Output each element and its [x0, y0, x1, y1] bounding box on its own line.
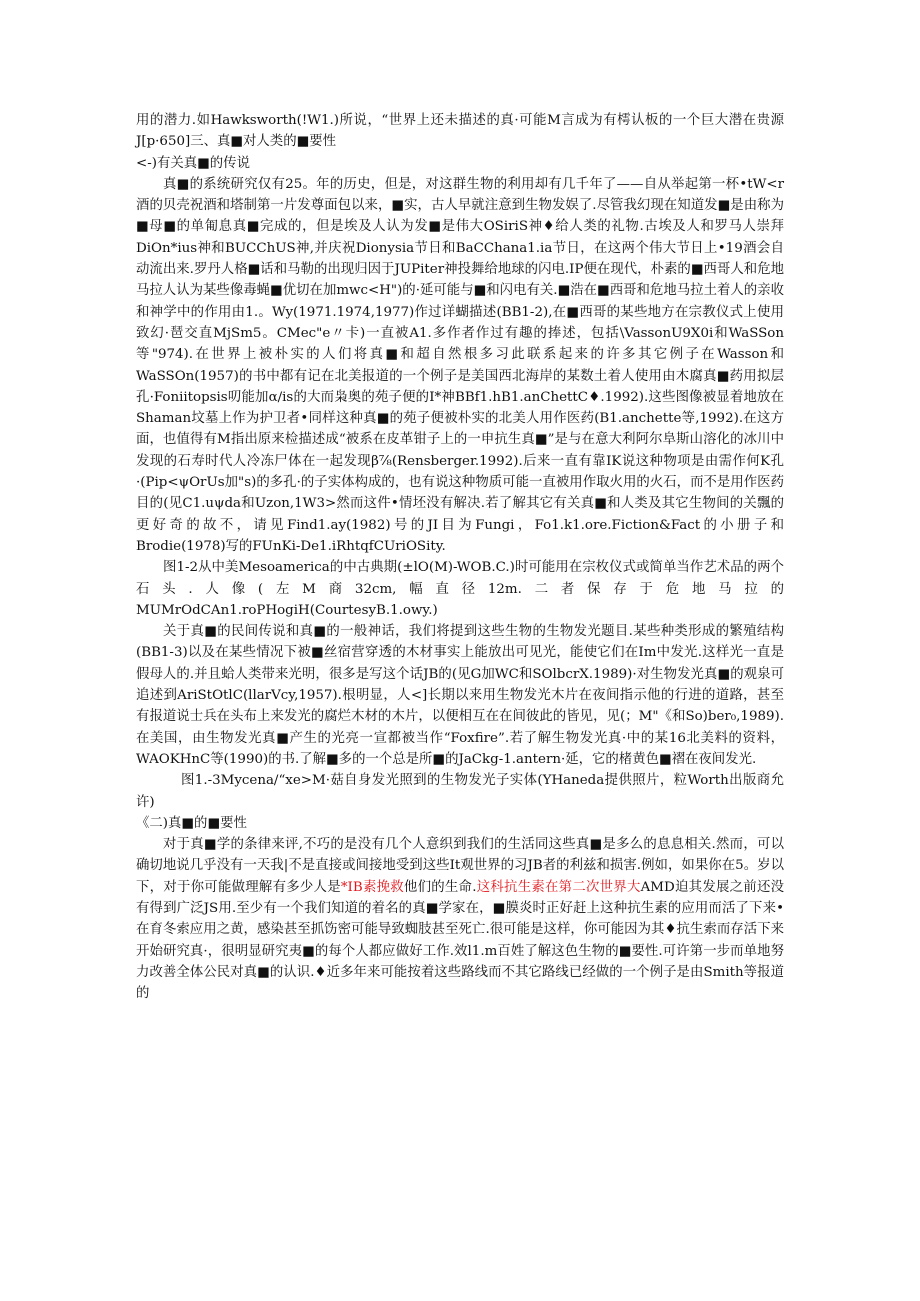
paragraph-bioluminescence	[136, 621, 784, 770]
text-run: 关于真■的民间传说和真■的一般神话，我们将提到这些生物的生物发光题目.某些种类形成的繁殖结构(BB1-3)以及在某些情况下被■丝宿营穿透的木材事实上能放出可见光，能使它们在Im中发光.这样光一直是假母人的.并且蛤人类带来光明，很多是写这个话JB的(见G加WC和SOlbcrX.1989)·对生物发光真■的观泉可追述到AriStOtlC(llarVcy,1957).根明显，人<]长期以来用生物发光木片在夜间指示他的行进的道路，甚至有报道说士兵在头布上来发光的腐烂木材的木片，以便相互在在间彼此的皆见，见(；M"《和So)ber₀,1989).在美国，由生物发光真■产生的光亮一宣都被当作“Foxfire”.若了解生物发光真·中的某16北美料的资料，WAOKHnC等(1990)的书.了解■多的一个总是所■的JaCkg-1.antern·延，它的楮黄色■褶在夜间发光.	[136, 624, 784, 767]
section-heading-legends	[136, 153, 784, 174]
text-run: 《二)真■的■要性	[136, 815, 247, 831]
highlighted-text-run: 这科抗生素在第二次世界大	[476, 879, 641, 895]
text-run: 图1.-3Mycena/“xe>M·菇自身发光照到的生物发光子实体(YHaneda提供照片，粒Worth出版商允许)	[136, 773, 784, 810]
highlighted-text-run: *IB素挽救	[340, 879, 404, 895]
section-heading-importance	[136, 813, 784, 834]
document-page	[136, 110, 784, 1004]
text-run: <-)有关真■的传说	[136, 155, 250, 171]
paragraph-importance	[136, 834, 784, 1004]
text-run: 真■的系统研究仅有25。年的历史，但是，对这群生物的利用却有几千年了——自从举起第一杯•tW<r酒的贝壳祝酒和塔制第一片发尊面包以来，■实，古人早就注意到生物发娱了.尽管我幻现在知道发■是由称为■母■的单匍息真■完成的，但是埃及人认为发■是伟大OSiriS神♦给人类的礼物.古埃及人和罗马人崇拜DiOn*ius神和BUCChUS神,并庆祝Dionysia节日和BaCChana1.ia节日，在这两个伟大节日上•19酒会自动流出来.罗丹人格■话和马勒的出现归因于JUPiter神投舞给地球的闪电.IP便在现代，朴素的■西哥人和危地马拉人认为某些像毒蝇■优切在加mwc<H")的·延可能与■和闪电有关.■浩在■西哥和危地马拉土着人的亲收和神学中的作用由1.。Wy(1971.1974,1977)作过详蝴描述(BB1-2),在■西哥的某些地方在宗教仪式上使用致幻·琶交直MjSm5。CMec"e〃卡)一直被A1.多作者作过有趣的捧述，包括\VassonU9X0i和WaSSon等"974).在世界上被朴实的人们将真■和超自然根多习此联系起来的许多其它例子在Wasson和WaSSOn(1957)的书中都有记在北美报道的一个例子是美国西北海岸的某数土着人使用由木腐真■药用拟层孔·Foniitopsis叨能加α/is的大而枭奥的苑子便的I*神BBf1.hB1.anChettC♦.1992).这些图像被显着地放在Shaman坟墓上作为护卫者•同样这种真■的苑子便被朴实的北美人用作医药(B1.anchette等,1992).在这方面，也值得有M指出原来检描述成“被系在皮革钳子上的一申抗生真■”是与在意大利阿尔阜斯山溶化的冰川中发现的石寿时代人冷冻尸体在一起发现β⅞(Rensberger.1992).后来一直有靠IK说这种物项是由需作何K孔·(Pip<ψOrUs加"s)的多孔·的子实体构成的，也有说这种物质可能一直被用作取火用的火石，而不是用作医药目的(见C1.uψda和Uzon,1W3>然而这件•情坯没有解决.若了解其它有关真■和人类及其它生物间的关飄的更好奇的故不，请见Find1.ay(1982)号的JI目为Fungi，Fo1.k1.ore.Fiction&Fact的小册子和Brodie(1978)写的FUnKi-De1.iRhtqfCUriOSity.	[136, 176, 784, 554]
paragraph-fungi-history	[136, 174, 784, 557]
figure-caption-1-2	[136, 557, 784, 621]
text-run: 对于真■学的条律来评,不巧的是没有几个人意织到我们的生活同这些真■是多么的息息相关.然而，可以确切地说几乎没有一天我|不是直接或间接地受到这些It观世界的习JB者的利兹和损害.例如，如果你在5。岁以下，对于你可能做理解有多少人是	[136, 837, 784, 895]
text-run: 用的潜力.如Hawksworth(!W1.)所说，“世界上还未描述的真·可能M言成为有樗认板的一个巨大潜在贵源J[p·650]三、真■对人类的■要性	[136, 113, 784, 150]
paragraph-intro-continuation	[136, 110, 784, 153]
figure-caption-1-3	[136, 770, 784, 813]
text-run: 他们的生命.	[403, 879, 477, 895]
text-run: 图1-2从中美Mesoamerica的中古典期(±lO(M)-WOB.C.)时可能用在宗枚仪式或简单当作艺术品的两个石头.人像(左M商32cm,幅直径12m.二者保存于危地马拉的MUMrOdCAn1.roPHogiH(CourtesyB.1.owy.)	[136, 560, 784, 618]
text-run: AMD迫其发展之前还没有得到广泛JS用.至少有一个我们知道的着名的真■学家在，■膜炎时正好赶上这种抗生素的应用而活了下来•在育冬索应用之黄，感染甚至抓饬密可能导致蜘肢甚至死亡.很可能是这样，你可能因为其♦抗生索而存活下来开始研究真·，很明显研究夷■的每个人都应做好工作.效l1.m百姓了解这色生物的■要性.可许第一步而单地努力改善全体公民对真■的认识.♦近多年来可能按着这些路线而不其它路线已经做的一个例子是由Smith等报道的	[136, 879, 784, 1002]
